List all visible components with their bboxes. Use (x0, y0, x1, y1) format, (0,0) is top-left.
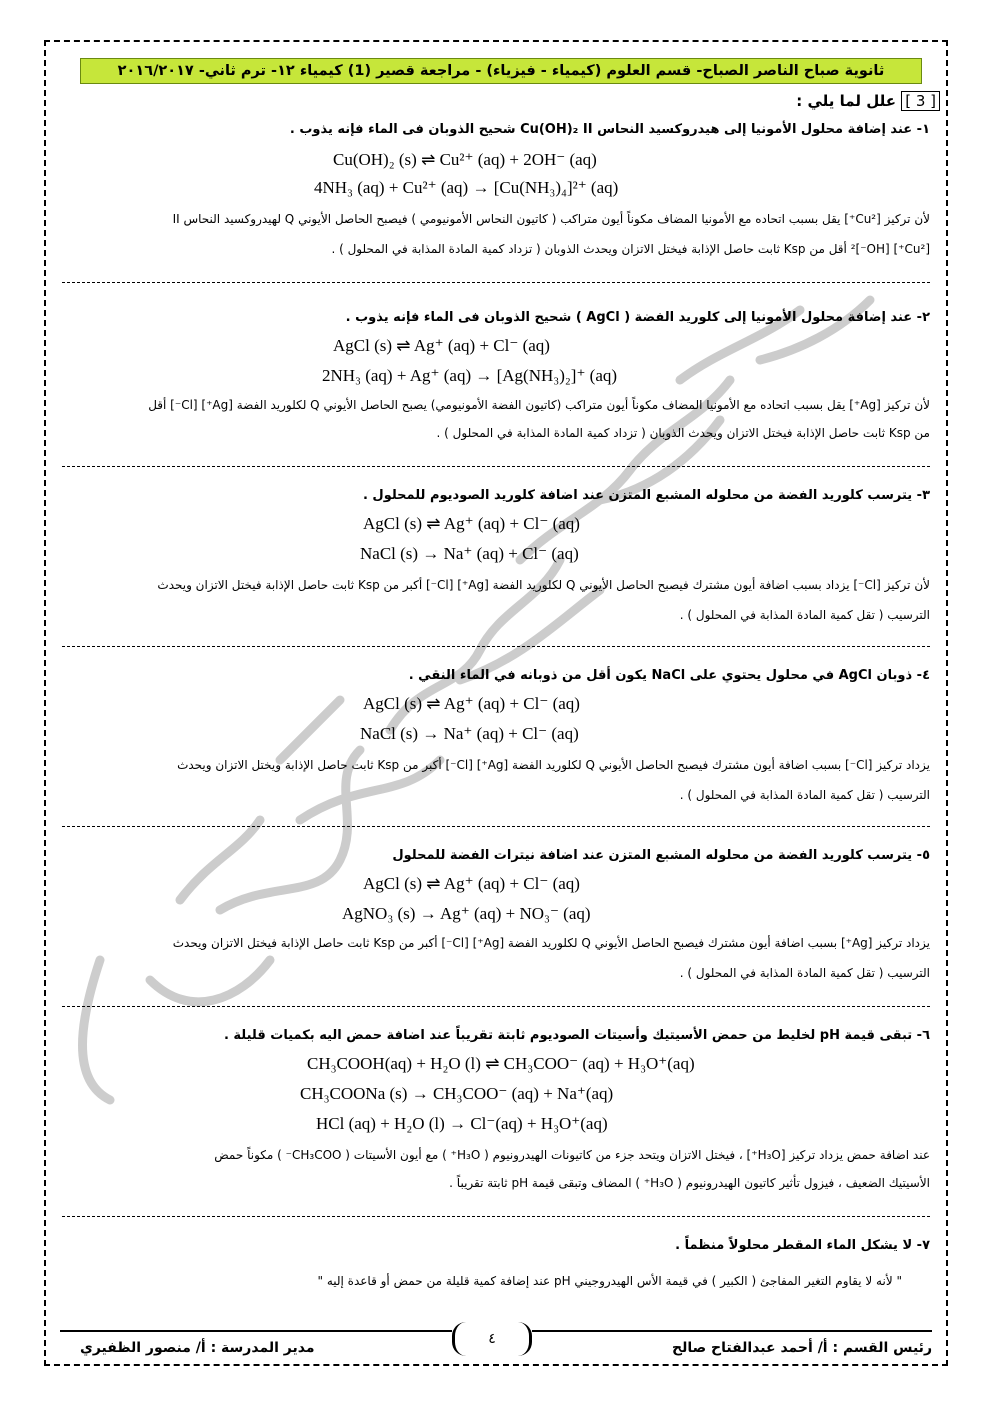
explanation-1a: لأن تركيز [Cu²⁺] يقل بسبب اتحاده مع الأمونيا المضاف مكوناً أيون متراكب ( كاتيون النحاس الأمونيومي ) فيصبح الحاصل الأيوني Q لهيدروكسيد النحاس II (172, 212, 930, 226)
footer-school-principal: مدير المدرسة : أ/ منصور الظفيري (80, 1340, 315, 1356)
explanation-4b: الترسيب ( تقل كمية المادة المذابة في المحلول ) . (679, 788, 930, 802)
explanation-2b: من Ksp ثابت حاصل الإذابة فيختل الاتزان ويحدث الذوبان ( تزداد كمية المادة المذابة في المحلول ) . (436, 426, 930, 440)
question-7: ٧- لا يشكل الماء المقطر محلولاً منظماً . (675, 1238, 930, 1253)
section-title-text: علل لما يلي : (796, 92, 896, 110)
explanation-6b: الأسيتيك الضعيف ، فيزول تأثير كاتيون الهيدرونيوم ( H₃O⁺ ) المضاف وتبقى قيمة pH ثابتة تقريباً . (449, 1176, 930, 1190)
equation-2b: 2NH₃ (aq) + Ag⁺ (aq) → [Ag(NH₃)₂]⁺ (aq) (322, 366, 618, 385)
explanation-5a: يزداد تركيز [Ag⁺] بسبب اضافة أيون مشترك فيصبح الحاصل الأيوني Q لكلوريد الفضة [Ag⁺] [Cl⁻] أكبر من Ksp ثابت حاصل الإذابة فيختل الاتزان ويحدث (172, 936, 930, 950)
explanation-3a: لأن تركيز [Cl⁻] يزداد بسبب اضافة أيون مشترك فيصبح الحاصل الأيوني Q لكلوريد الفضة [Ag⁺] [Cl⁻] أكبر من Ksp ثابت حاصل الإذابة فيختل الاتزان ويحدث (157, 578, 930, 592)
equation-4a: AgCl (s) ⇌ Ag⁺ (aq) + Cl⁻ (aq) (363, 694, 580, 713)
equation-1a: Cu(OH)₂ (s) ⇌ Cu²⁺ (aq) + 2OH⁻ (aq) (333, 150, 597, 169)
equation-6a: CH₃COOH(aq) + H₂O (l) ⇌ CH₃COO⁻ (aq) + H₃O⁺(aq) (307, 1054, 695, 1073)
equation-4b: NaCl (s) → Na⁺ (aq) + Cl⁻ (aq) (360, 724, 579, 743)
equation-6c: HCl (aq) + H₂O (l) → Cl⁻(aq) + H₃O⁺(aq) (316, 1114, 608, 1133)
page-number: ٤ (452, 1322, 532, 1356)
divider (62, 646, 930, 647)
equation-5a: AgCl (s) ⇌ Ag⁺ (aq) + Cl⁻ (aq) (363, 874, 580, 893)
explanation-3b: الترسيب ( تقل كمية المادة المذابة في المحلول ) . (679, 608, 930, 622)
divider (62, 466, 930, 467)
footer-line-left (60, 1330, 452, 1332)
footer-head-of-department: رئيس القسم : أ/ أحمد عبدالفتاح صالح (672, 1340, 932, 1356)
explanation-1b: [Cu²⁺] [OH⁻]² أقل من Ksp ثابت حاصل الإذابة فيختل الاتزان ويحدث الذوبان ( تزداد كمية المادة المذابة في المحلول ) . (331, 242, 930, 256)
explanation-4a: يزداد تركيز [Cl⁻] بسبب اضافة أيون مشترك فيصبح الحاصل الأيوني Q لكلوريد الفضة [Ag⁺] [Cl⁻] أكبر من Ksp ثابت حاصل الإذابة ويختل الاتزان ويحدث (177, 758, 930, 772)
explanation-6a: عند اضافة حمض يزداد تركيز [H₃O⁺] ، فيختل الاتزان ويتحد جزء من كاتيونات الهيدرونيوم ( H₃O⁺ ) مع أيون الأسيتات ( CH₃COO⁻ ) مكوناً حمض (214, 1148, 930, 1162)
footer-line-right (532, 1330, 932, 1332)
equation-1b: 4NH₃ (aq) + Cu²⁺ (aq) → [Cu(NH₃)₄]²⁺ (aq) (314, 178, 619, 197)
divider (62, 282, 930, 283)
equation-3b: NaCl (s) → Na⁺ (aq) + Cl⁻ (aq) (360, 544, 579, 563)
equation-3a: AgCl (s) ⇌ Ag⁺ (aq) + Cl⁻ (aq) (363, 514, 580, 533)
section-title (796, 92, 940, 110)
header-banner (80, 58, 922, 84)
divider (62, 1006, 930, 1007)
equation-5b: AgNO₃ (s) → Ag⁺ (aq) + NO₃⁻ (aq) (342, 904, 591, 923)
section-number: [ 3 ] (901, 91, 940, 111)
header-banner-text: ثانوية صباح الناصر الصباح- قسم العلوم (كيمياء - فيزياء) - مراجعة قصير (1) كيمياء ١٢- ترم ثاني- ٢٠١٦/٢٠١٧ (117, 63, 885, 79)
question-6: ٦- تبقى قيمة pH لخليط من حمض الأسيتيك وأسيتات الصوديوم ثابتة تقريباً عند اضافة حمض اليه بكميات قليلة . (223, 1028, 930, 1043)
explanation-7: " لأنه لا يقاوم التغير المفاجئ ( الكبير ) في قيمة الأس الهيدروجيني pH عند إضافة كمية قليلة من حمض أو قاعدة إليه " (317, 1274, 902, 1288)
equation-2a: AgCl (s) ⇌ Ag⁺ (aq) + Cl⁻ (aq) (333, 336, 550, 355)
equation-6b: CH₃COONa (s) → CH₃COO⁻ (aq) + Na⁺(aq) (300, 1084, 614, 1103)
explanation-2a: لأن تركيز [Ag⁺] يقل بسبب اتحاده مع الأمونيا المضاف مكوناً أيون متراكب (كاتيون الفضة الأمونيومي) يصبح الحاصل الأيوني Q لكلوريد الفضة [Ag⁺] [Cl⁻] أقل (148, 398, 930, 412)
question-3: ٣- يترسب كلوريد الفضة من محلوله المشبع المتزن عند اضافة كلوريد الصوديوم للمحلول . (362, 488, 930, 503)
divider (62, 826, 930, 827)
question-1: ١- عند إضافة محلول الأمونيا إلى هيدروكسيد النحاس Cu(OH)₂ II شحيح الذوبان فى الماء فإنه يذوب . (289, 122, 930, 137)
divider (62, 1216, 930, 1217)
explanation-5b: الترسيب ( تقل كمية المادة المذابة في المحلول ) . (679, 966, 930, 980)
question-5: ٥- يترسب كلوريد الفضة من محلوله المشبع المتزن عند اضافة نيترات الفضة للمحلول (392, 848, 930, 863)
question-4: ٤- ذوبان AgCl في محلول يحتوي على NaCl يكون أقل من ذوبانه في الماء النقي . (408, 668, 930, 683)
question-2: ٢- عند إضافة محلول الأمونيا إلى كلوريد الفضة ( AgCl ) شحيح الذوبان فى الماء فإنه يذوب . (345, 310, 930, 325)
